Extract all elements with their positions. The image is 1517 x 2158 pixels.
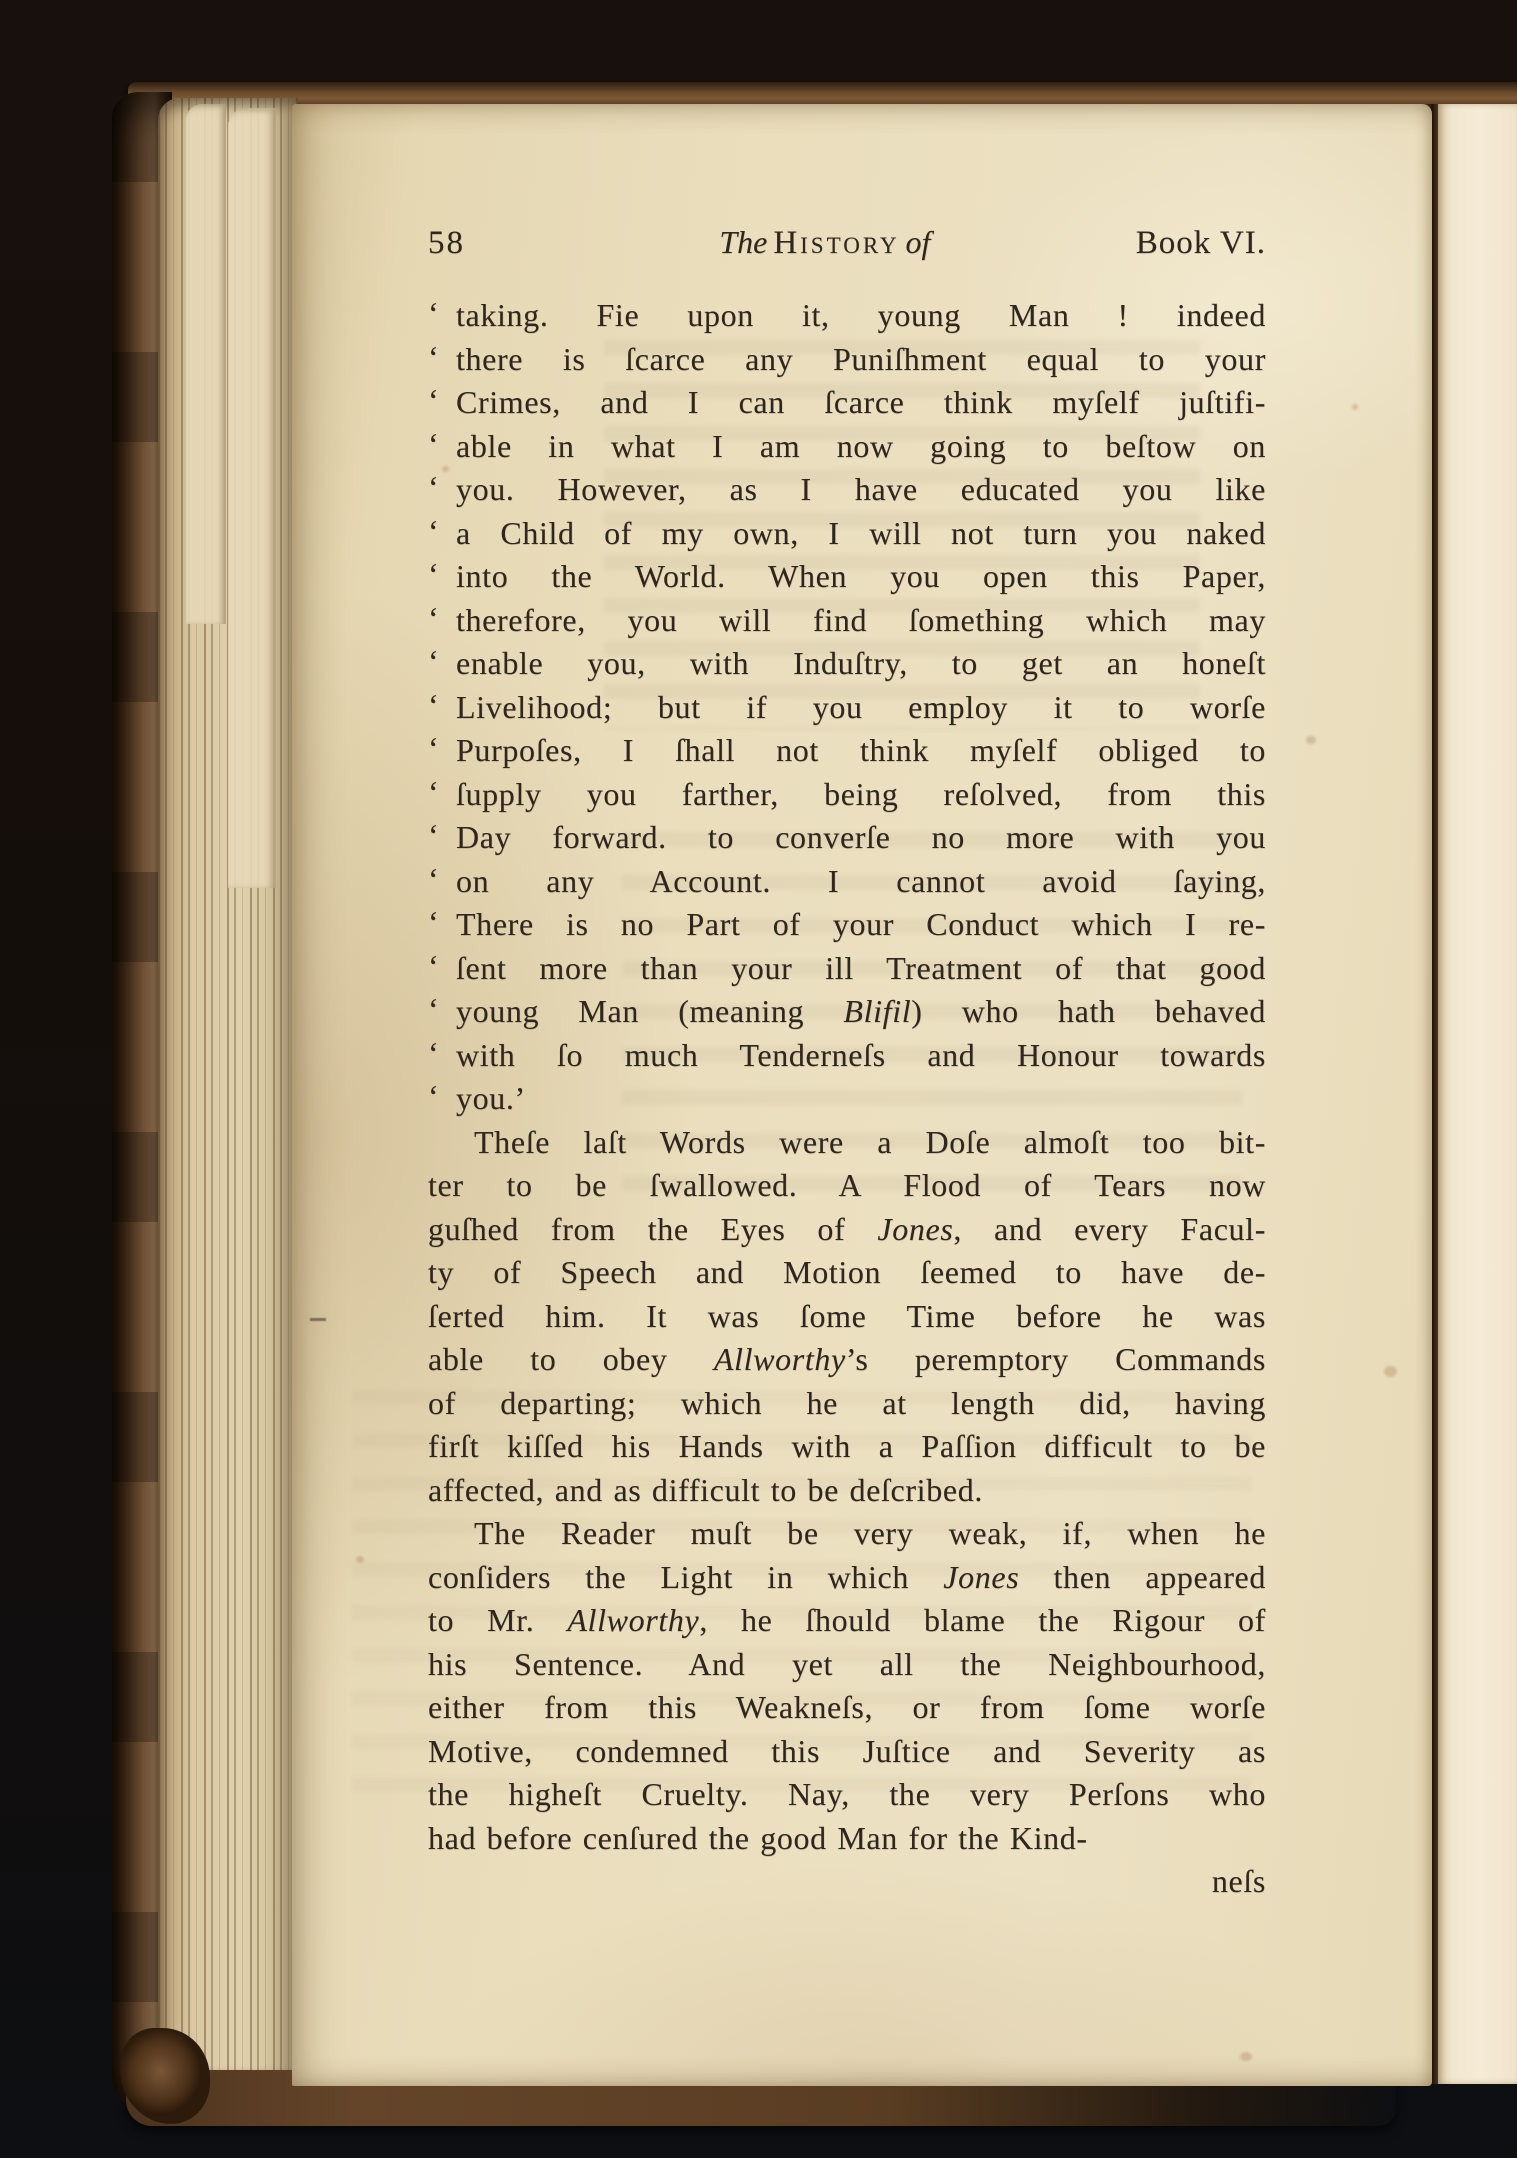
under-page-corner [186, 104, 226, 624]
running-title-history: History [773, 225, 900, 261]
text-line: ‘ Crimes, and I can ſcarce think myſelf juſtifi- [428, 381, 1266, 425]
quote-mark: ‘ [428, 904, 440, 940]
text-line: firſt kiſſed his Hands with a Paſſion difficult to be [428, 1428, 1266, 1464]
margin-mark [310, 1318, 326, 1321]
running-title [514, 222, 1136, 263]
text-line: affected, and as difficult to be deſcribed. [428, 1471, 983, 1508]
book-page [292, 104, 1432, 2086]
text-line: ‘ Livelihood; but if you employ it to worſe [428, 686, 1266, 730]
text-line: ‘ therefore, you will find ſomething which may [428, 599, 1266, 643]
text-line: to Mr. Allworthy, he ſhould blame the Rigour of [428, 1602, 1266, 1638]
foxing-spot [1240, 2052, 1252, 2061]
quote-mark: ‘ [428, 556, 440, 592]
page-number: 58 [428, 225, 465, 261]
text-line: ‘ with ſo much Tenderneſs and Honour towards [428, 1034, 1266, 1078]
text-line: his Sentence. And yet all the Neighbourhood, [428, 1645, 1266, 1682]
text-line: ‘ There is no Part of your Conduct which I re- [428, 903, 1266, 947]
quote-mark: ‘ [428, 382, 440, 418]
foxing-spot [1352, 404, 1358, 410]
text-line: ‘ taking. Fie upon it, young Man ! indeed [428, 294, 1266, 338]
foxing-spot [1384, 1366, 1397, 1377]
quote-mark: ‘ [428, 425, 440, 462]
quote-mark: ‘ [428, 599, 440, 636]
page-text [428, 294, 1266, 1904]
text-line: ‘ enable you, with Induſtry, to get an honeſt [428, 642, 1266, 686]
text-line: ty of Speech and Motion ſeemed to have de- [428, 1254, 1266, 1290]
text-line: Theſe laſt Words were a Doſe almoſt too bit- [474, 1123, 1266, 1160]
under-page-corner [228, 108, 276, 888]
text-line: ‘ young Man (meaning Blifil) who hath behaved [428, 990, 1266, 1034]
next-page-edge [1438, 104, 1517, 2084]
quote-mark: ‘ [428, 512, 440, 549]
text-line: ter to be ſwallowed. A Flood of Tears now [428, 1167, 1266, 1203]
book-section-label: Book VI. [1135, 225, 1266, 261]
quote-mark: ‘ [428, 295, 440, 331]
running-header [428, 222, 1266, 263]
text-line: the higheſt Cruelty. Nay, the very Perſons who [428, 1776, 1266, 1812]
text-line: ‘ there is ſcarce any Puniſhment equal to your [428, 338, 1266, 382]
text-line: guſhed from the Eyes of Jones, and every Facul- [428, 1210, 1267, 1247]
quote-mark: ‘ [428, 817, 440, 853]
quote-mark: ‘ [428, 338, 440, 375]
text-line: ‘ Day forward. to converſe no more with you [428, 816, 1266, 860]
text-line: able to obey Allworthy’s peremptory Commands [428, 1341, 1266, 1377]
quote-mark: ‘ [428, 730, 440, 766]
text-line: had before cenſured the good Man for the Kind- [428, 1819, 1088, 1856]
running-title-the: The [719, 224, 768, 260]
text-line: ‘ into the World. When you open this Paper, [428, 555, 1266, 599]
text-line: ‘ on any Account. I cannot avoid ſaying, [428, 860, 1266, 904]
text-line: either from this Weakneſs, or from ſome worſe [428, 1689, 1266, 1725]
quote-mark: ‘ [428, 947, 440, 984]
text-line: ‘ you. However, as I have educated you like [428, 468, 1266, 512]
quote-mark: ‘ [428, 1034, 440, 1071]
text-line: ‘ you.’ [428, 1077, 1266, 1121]
catchword-line: neſs [1211, 1863, 1266, 1899]
quote-mark: ‘ [428, 991, 440, 1027]
text-line: The Reader muſt be very weak, if, when he [474, 1515, 1266, 1551]
quote-mark: ‘ [428, 469, 440, 505]
foxing-spot [356, 1556, 364, 1563]
text-line: of departing; which he at length did, having [428, 1384, 1266, 1421]
running-title-of: of [905, 224, 931, 260]
text-line: conſiders the Light in which Jones then appeared [428, 1558, 1266, 1595]
text-line: ‘ Purpoſes, I ſhall not think myſelf obliged to [428, 729, 1266, 773]
quote-mark: ‘ [428, 860, 440, 897]
quote-mark: ‘ [428, 1078, 440, 1114]
quote-mark: ‘ [428, 643, 440, 679]
quote-mark: ‘ [428, 686, 440, 723]
text-line: ‘ ſent more than your ill Treatment of that good [428, 947, 1266, 991]
text-line: ‘ able in what I am now going to beſtow on [428, 425, 1266, 469]
text-line: Motive, condemned this Juſtice and Severity as [428, 1732, 1266, 1769]
foxing-spot [1306, 736, 1316, 744]
text-line: ſerted him. It was ſome Time before he was [428, 1297, 1266, 1334]
quote-mark: ‘ [428, 773, 440, 810]
text-line: ‘ ſupply you farther, being reſolved, from this [428, 773, 1266, 817]
text-line: ‘ a Child of my own, I will not turn you naked [428, 512, 1266, 556]
